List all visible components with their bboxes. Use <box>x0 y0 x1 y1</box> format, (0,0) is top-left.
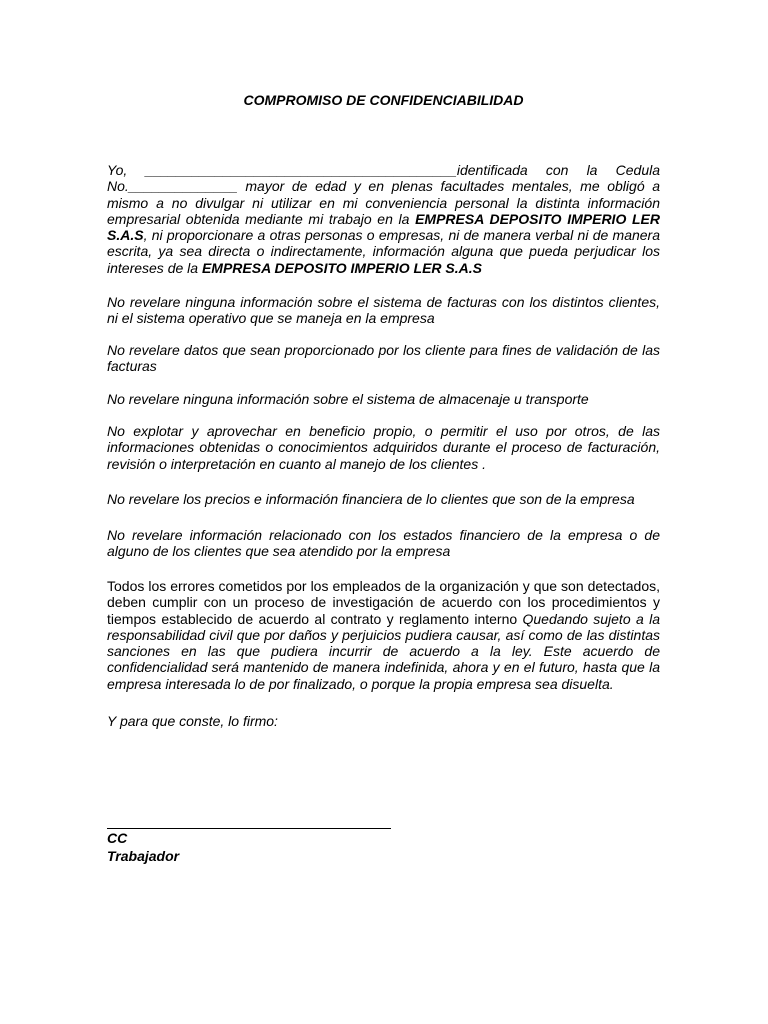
clause-4: No explotar y aprovechar en beneficio propio, o permitir el uso por otros, de las informaciones obtenidas o conocimientos adquiridos durante el proceso de facturación, revisión o interpretación en cuanto al manejo de los clientes . <box>107 423 660 472</box>
signature-cc: CC <box>107 830 128 846</box>
errors-paragraph <box>107 578 660 692</box>
clause-2: No revelare datos que sean proporcionado por los cliente para fines de validación de las facturas <box>107 342 660 375</box>
intro-text-1: Yo, ________________________________________identificada con la Cedula No.______________ mayor de edad y en plenas facultades mentales, me obligó a mismo a no divulgar ni utilizar en mi conveniencia personal la distinta información empresarial obtenida mediante mi trabajo en la <box>107 162 660 227</box>
intro-text-2: , ni proporcionare a otras personas o empresas, ni de manera verbal ni de manera escrita, ya sea directa o indirectamente, información alguna que pueda perjudicar los intereses de la <box>107 227 660 276</box>
signature-role: Trabajador <box>107 848 180 864</box>
clause-1: No revelare ninguna información sobre el sistema de facturas con los distintos clientes, ni el sistema operativo que se maneja en la empresa <box>107 294 660 327</box>
closing-statement: Y para que conste, lo firmo: <box>107 713 278 729</box>
company-name-2: EMPRESA DEPOSITO IMPERIO LER S.A.S <box>201 259 483 276</box>
intro-paragraph <box>107 162 660 276</box>
errors-text-1: Todos los errores cometidos por los empleados de la organización y que son detectados, deben cumplir con un proceso de investigación de acuerdo con los procedimientos y tiempos establecido de acuerdo al contrato y reglamento interno <box>107 578 660 627</box>
clause-5: No revelare los precios e información financiera de lo clientes que son de la empresa <box>107 491 635 507</box>
document-title: COMPROMISO DE CONFIDENCIABILIDAD <box>243 92 524 108</box>
clause-6: No revelare información relacionado con los estados financiero de la empresa o de alguno de los clientes que sea atendido por la empresa <box>107 527 660 560</box>
errors-text-2: Quedando sujeto a la responsabilidad civil que por daños y perjuicios pudiera causar, así como de las distintas sanciones en las que pudiera incurrir de acuerdo a la ley. Este acuerdo de confidencialidad será mantenido de manera indefinida, ahora y en el futuro, hasta que la empresa interesada lo de por finalizado, o porque la propia empresa sea disuelta. <box>107 610 660 692</box>
company-name-1: EMPRESA DEPOSITO IMPERIO LER S.A.S <box>107 210 660 244</box>
signature-line <box>107 828 391 829</box>
clause-3: No revelare ninguna información sobre el sistema de almacenaje u transporte <box>107 391 589 407</box>
